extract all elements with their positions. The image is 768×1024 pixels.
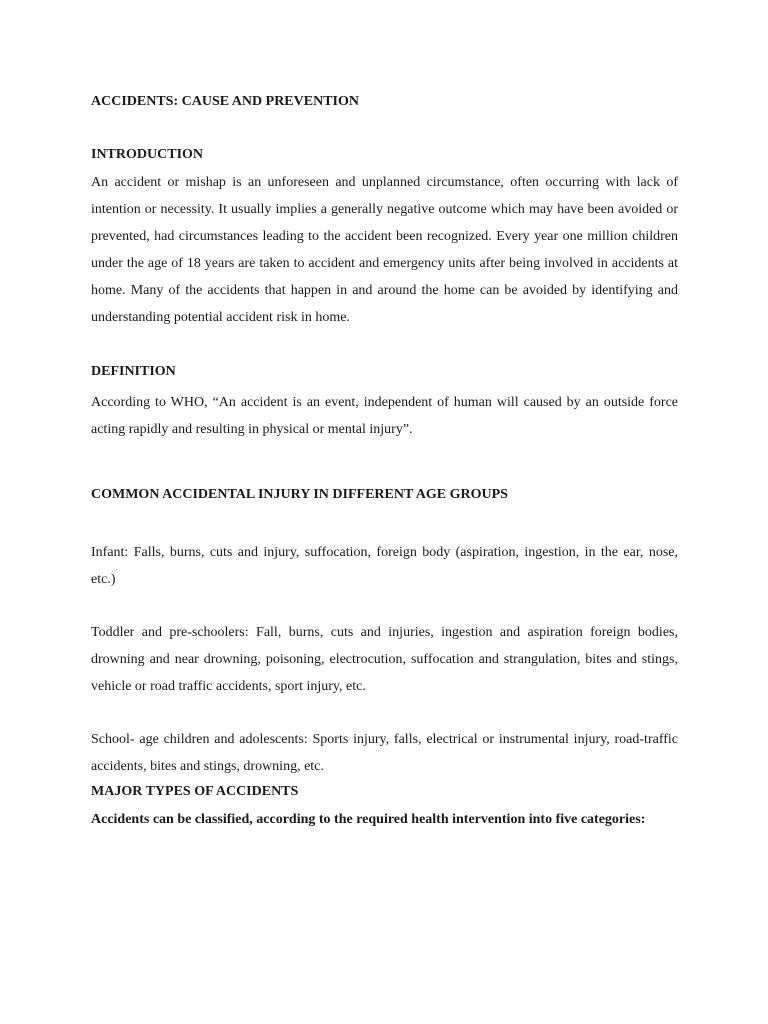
introduction-heading: INTRODUCTION: [91, 147, 204, 162]
school-age-paragraph: School- age children and adolescents: Sports injury, falls, electrical or instrumental injury, road-traffic accidents, bites and stings, drowning, etc.: [91, 732, 678, 774]
age-groups-heading: COMMON ACCIDENTAL INJURY IN DIFFERENT AGE GROUPS: [91, 487, 508, 502]
definition-paragraph: According to WHO, “An accident is an event, independent of human will caused by an outside force acting rapidly and resulting in physical or mental injury”.: [91, 395, 678, 437]
major-types-heading: MAJOR TYPES OF ACCIDENTS: [91, 784, 299, 799]
infant-paragraph: Infant: Falls, burns, cuts and injury, suffocation, foreign body (aspiration, ingestion, in the ear, nose, etc.): [91, 545, 678, 587]
toddler-paragraph: Toddler and pre-schoolers: Fall, burns, cuts and injuries, ingestion and aspiration foreign bodies, drowning and near drowning, poisoning, electrocution, suffocation and strangulation, bites and stings, vehicle or road traffic accidents, sport injury, etc.: [91, 625, 678, 694]
introduction-paragraph: An accident or mishap is an unforeseen and unplanned circumstance, often occurring with lack of intention or necessity. It usually implies a generally negative outcome which may have been avoided or prevented, had circumstances leading to the accident been recognized. Every year one million children under the age of 18 years are taken to accident and emergency units after being involved in accidents at home. Many of the accidents that happen in and around the home can be avoided by identifying and understanding potential accident risk in home.: [91, 175, 678, 325]
document-title: ACCIDENTS: CAUSE AND PREVENTION: [91, 94, 359, 109]
definition-heading: DEFINITION: [91, 364, 176, 379]
major-types-paragraph: Accidents can be classified, according to the required health intervention into five categories:: [91, 812, 646, 827]
